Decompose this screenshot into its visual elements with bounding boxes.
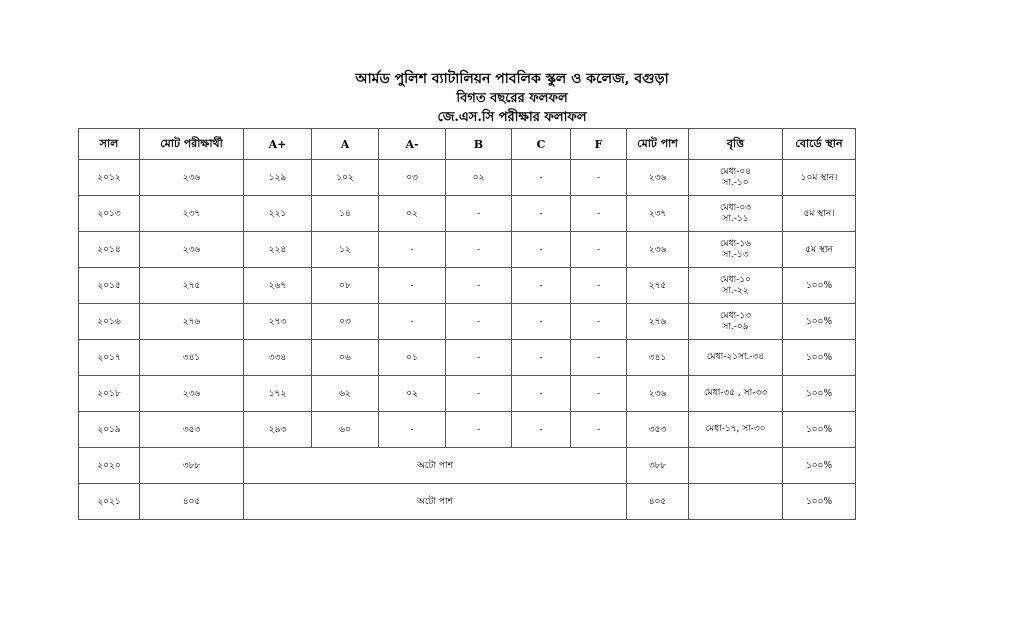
- b-cell: -: [446, 340, 512, 376]
- b-cell: -: [446, 232, 512, 268]
- scholarship-line: সা.-২২: [722, 285, 749, 296]
- aplus-cell: ২৬৭: [244, 268, 312, 304]
- scholarship-line: মেধা-১৩: [719, 310, 752, 321]
- table-header-row: [79, 129, 856, 160]
- scholarship-line: মেধা-০৩: [719, 202, 752, 213]
- total-cell: ৪০৫: [140, 484, 244, 520]
- table-row: [79, 196, 856, 232]
- scholarship-cell: [689, 412, 783, 448]
- aminus-cell: -: [379, 232, 446, 268]
- institution-title: আর্মড পুলিশ ব্যাটালিয়ন পাবলিক স্কুল ও কলেজ, বগুড়া: [355, 71, 669, 87]
- aplus-cell: ২২১: [244, 196, 312, 232]
- b-cell: -: [446, 412, 512, 448]
- year-cell: ২০১৪: [79, 232, 140, 268]
- pass-cell: ২৭৫: [627, 268, 689, 304]
- year-cell: ২০১৭: [79, 340, 140, 376]
- column-header: A-: [379, 129, 446, 160]
- pass-cell: ২৩৬: [627, 160, 689, 196]
- f-cell: -: [571, 340, 627, 376]
- scholarship-cell: [689, 196, 783, 232]
- a-cell: ০৩: [312, 304, 379, 340]
- board-position-cell: ৫ম স্থান।: [783, 196, 856, 232]
- scholarship-line: মেধা-১০: [719, 274, 752, 285]
- scholarship-cell: [689, 340, 783, 376]
- b-cell: -: [446, 304, 512, 340]
- pass-cell: ২৭৬: [627, 304, 689, 340]
- a-cell: ১২: [312, 232, 379, 268]
- pass-cell: ২৩৬: [627, 232, 689, 268]
- total-cell: ৩৫৩: [140, 412, 244, 448]
- f-cell: -: [571, 376, 627, 412]
- b-cell: ০২: [446, 160, 512, 196]
- scholarship-line: সা.-১৩: [722, 249, 749, 260]
- pass-cell: ২৩৭: [627, 196, 689, 232]
- f-cell: -: [571, 232, 627, 268]
- f-cell: -: [571, 412, 627, 448]
- table-row: [79, 412, 856, 448]
- aplus-cell: ১৭২: [244, 376, 312, 412]
- column-header: বোর্ডে স্থান: [783, 129, 856, 160]
- year-cell: ২০১৩: [79, 196, 140, 232]
- table-row: [79, 268, 856, 304]
- column-header: মোট পাশ: [627, 129, 689, 160]
- scholarship-line: মেধা-৩৫ , সা-৩৩: [704, 388, 767, 398]
- results-subtitle: বিগত বছরের ফলফল: [456, 91, 568, 106]
- total-cell: ২৩৬: [140, 160, 244, 196]
- board-position-cell: ১০০%: [783, 412, 856, 448]
- scholarship-line: সা.-০৯: [722, 321, 749, 332]
- table-row: [79, 340, 856, 376]
- aplus-cell: ২৭৩: [244, 304, 312, 340]
- table-row: [79, 376, 856, 412]
- table-row: [79, 304, 856, 340]
- aplus-cell: ২২৪: [244, 232, 312, 268]
- pass-cell: ৩৪১: [627, 340, 689, 376]
- a-cell: ৬২: [312, 376, 379, 412]
- aminus-cell: ০৩: [379, 160, 446, 196]
- total-cell: ২৩৬: [140, 232, 244, 268]
- scholarship-cell: [689, 376, 783, 412]
- results-table: [78, 128, 856, 520]
- pass-cell: ৪০৫: [627, 484, 689, 520]
- c-cell: -: [512, 340, 571, 376]
- a-cell: ৬০: [312, 412, 379, 448]
- board-position-cell: ১০০%: [783, 484, 856, 520]
- c-cell: -: [512, 268, 571, 304]
- auto-pass-cell: অটো পাশ: [244, 484, 627, 520]
- table-body: [79, 160, 856, 520]
- total-cell: ২৩৭: [140, 196, 244, 232]
- pass-cell: ৩৮৮: [627, 448, 689, 484]
- document-header: [0, 70, 1024, 127]
- pass-cell: ২৩৬: [627, 376, 689, 412]
- scholarship-cell: [689, 268, 783, 304]
- board-position-cell: ১০০%: [783, 304, 856, 340]
- scholarship-line: মেধা-২১সা.-৩৪: [706, 352, 765, 362]
- column-header: C: [512, 129, 571, 160]
- f-cell: -: [571, 160, 627, 196]
- aplus-cell: ১২৯: [244, 160, 312, 196]
- total-cell: ৩৪১: [140, 340, 244, 376]
- a-cell: ১০২: [312, 160, 379, 196]
- a-cell: ০৬: [312, 340, 379, 376]
- year-cell: ২০১২: [79, 160, 140, 196]
- aminus-cell: ০২: [379, 376, 446, 412]
- scholarship-line: মেধা-০৪: [719, 166, 752, 177]
- total-cell: ২৭৬: [140, 304, 244, 340]
- c-cell: -: [512, 232, 571, 268]
- auto-pass-cell: অটো পাশ: [244, 448, 627, 484]
- table-row: [79, 448, 856, 484]
- year-cell: ২০১৬: [79, 304, 140, 340]
- f-cell: -: [571, 196, 627, 232]
- column-header: সাল: [79, 129, 140, 160]
- b-cell: -: [446, 268, 512, 304]
- aminus-cell: -: [379, 268, 446, 304]
- scholarship-line: সা.-১১: [722, 213, 749, 224]
- board-position-cell: ১০ম স্থান।: [783, 160, 856, 196]
- column-header: মোট পরীক্ষার্থী: [140, 129, 244, 160]
- board-position-cell: ১০০%: [783, 448, 856, 484]
- total-cell: ২৩৬: [140, 376, 244, 412]
- aminus-cell: ০২: [379, 196, 446, 232]
- year-cell: ২০১৯: [79, 412, 140, 448]
- f-cell: -: [571, 304, 627, 340]
- board-position-cell: ৫ম স্থান: [783, 232, 856, 268]
- scholarship-line: সা.-১০: [722, 177, 749, 188]
- c-cell: -: [512, 412, 571, 448]
- total-cell: ৩৮৮: [140, 448, 244, 484]
- scholarship-cell: [689, 448, 783, 484]
- column-header: F: [571, 129, 627, 160]
- table-row: [79, 232, 856, 268]
- aplus-cell: ২৯৩: [244, 412, 312, 448]
- scholarship-cell: [689, 304, 783, 340]
- year-cell: ২০১৮: [79, 376, 140, 412]
- aplus-cell: ৩৩৪: [244, 340, 312, 376]
- aminus-cell: ০১: [379, 340, 446, 376]
- a-cell: ০৮: [312, 268, 379, 304]
- year-cell: ২০২১: [79, 484, 140, 520]
- column-header: বৃত্তি: [689, 129, 783, 160]
- column-header: B: [446, 129, 512, 160]
- c-cell: -: [512, 160, 571, 196]
- c-cell: -: [512, 196, 571, 232]
- column-header: A+: [244, 129, 312, 160]
- scholarship-cell: [689, 232, 783, 268]
- total-cell: ২৭৫: [140, 268, 244, 304]
- aminus-cell: -: [379, 412, 446, 448]
- board-position-cell: ১০০%: [783, 340, 856, 376]
- table-row: [79, 484, 856, 520]
- column-header: A: [312, 129, 379, 160]
- b-cell: -: [446, 376, 512, 412]
- f-cell: -: [571, 268, 627, 304]
- year-cell: ২০২০: [79, 448, 140, 484]
- c-cell: -: [512, 304, 571, 340]
- scholarship-line: মেধা-১৭, সা-৩০: [705, 424, 766, 434]
- board-position-cell: ১০০%: [783, 268, 856, 304]
- pass-cell: ৩৫৩: [627, 412, 689, 448]
- table-row: [79, 160, 856, 196]
- year-cell: ২০১৫: [79, 268, 140, 304]
- aminus-cell: -: [379, 304, 446, 340]
- scholarship-cell: [689, 484, 783, 520]
- c-cell: -: [512, 376, 571, 412]
- scholarship-cell: [689, 160, 783, 196]
- a-cell: ১৪: [312, 196, 379, 232]
- board-position-cell: ১০০%: [783, 376, 856, 412]
- b-cell: -: [446, 196, 512, 232]
- exam-title: জে.এস.সি পরীক্ষার ফলাফল: [437, 110, 587, 125]
- scholarship-line: মেধা-১৬: [719, 238, 752, 249]
